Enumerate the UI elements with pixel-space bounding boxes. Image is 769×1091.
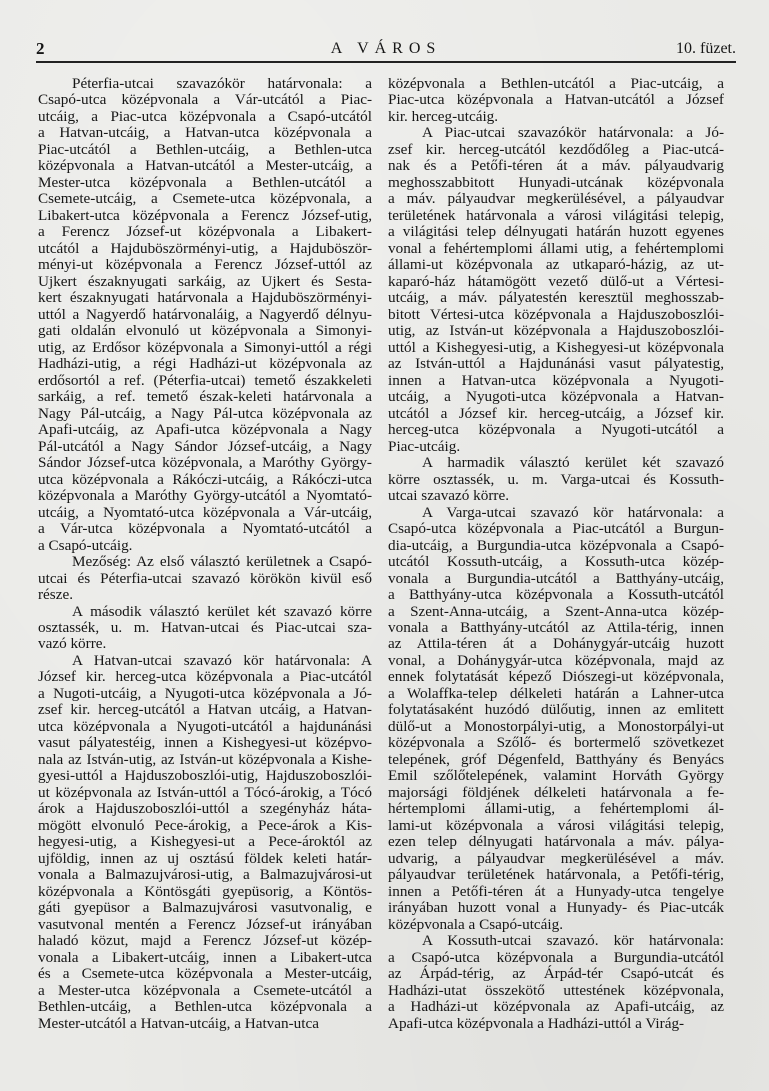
text-line: állami-ut középvonala az utkaparó-házig, az ut- — [388, 256, 724, 274]
text-line: zsef kir. herceg-utcától kezdődőleg a Piac-utcá- — [388, 140, 724, 158]
text-line: lami-ut középvonala a városi világitási telepig, — [388, 816, 724, 834]
text-line: ut középvonala az István-uttól a Tócó-árokig, a Tócó — [38, 783, 372, 801]
text-line: utca középvonala a Nyugoti-utcától a hajdunánási — [38, 717, 372, 735]
paragraph — [38, 653, 372, 1032]
text-line: utcától a Hajduböszörményi-utig, a Hajduböször- — [38, 239, 372, 257]
text-line: a Batthyány-utca középvonala a Kossuth-utcától — [388, 586, 724, 604]
text-line: A Kossuth-utcai szavazó. kör határvonala: — [422, 932, 724, 950]
text-line: bitott Vértesi-utca középvonala a Hajduszoboszlói- — [388, 305, 724, 323]
page-header — [36, 38, 736, 60]
paragraph — [388, 933, 724, 1032]
text-line: Apafi-utca középvonala a Hadházi-uttól a Virág- — [388, 1014, 685, 1032]
text-line: uttól a Kishegyesi-utig, a Kishegyesi-ut középvonala — [388, 338, 724, 356]
right-column — [388, 76, 724, 1032]
text-line: A harmadik választó kerület két szavazó — [422, 454, 724, 472]
text-line: Libakert-utca középvonala a Ferencz József-utig, — [38, 206, 372, 224]
text-line: a Hadházi-ut középvonala az Apafi-utcáig, az — [388, 998, 724, 1016]
text-line: A Piac-utcai szavazókör határvonala: a Jó- — [422, 124, 724, 142]
text-line: Mezőség: Az első választó kerületnek a Csapó- — [72, 553, 372, 571]
text-line: utig, az István-ut középvonala a Hajduszoboszlói- — [388, 322, 724, 340]
text-line: gati oldalán elvonuló ut középvonala a Simonyi- — [38, 322, 372, 340]
text-line: Bethlen-utcáig, a Bethlen-utca középvonala a — [38, 998, 372, 1016]
text-line: Hadházi-utig, a régi Hadházi-ut középvonala az — [38, 355, 372, 373]
text-line: sarkáig, a ref. temető észak-keleti határvonala a — [38, 388, 372, 406]
text-line: kir. herceg-utcáig. — [388, 107, 499, 125]
text-line: árok a Hajduszoboszlói-uttól a szegényház háta- — [38, 800, 372, 818]
text-line: A második választó kerület két szavazó körre — [72, 602, 372, 620]
issue-number: 10. füzet. — [676, 40, 736, 57]
text-line: a máv. pályaudvar megkerülésével, a pályaudvar — [388, 190, 724, 208]
text-line: a Szent-Anna-utcáig, a Szent-Anna-utca közép- — [388, 602, 724, 620]
text-line: Piac-utcától a Bethlen-utcáig, a Bethlen-utca — [38, 140, 372, 158]
text-line: Piac-utcáig. — [388, 437, 461, 455]
text-line: Piac-utca középvonala a Hatvan-utcától a József — [388, 91, 724, 109]
text-line: gyesi-uttól a Hajduszoboszlói-utig, Hajduszoboszlói- — [38, 767, 372, 785]
text-line: vonala a Batthyány-utcától az Attila-térig, innen — [388, 618, 724, 636]
text-line: középvonala a Hatvan-utcától a Mester-utcáig, a — [38, 157, 372, 175]
text-line: a Mester-utca középvonala a Csemete-utcától a — [38, 981, 372, 999]
text-line: Péterfia-utcai szavazókör határvonala: a — [72, 75, 372, 92]
text-line: Apafi-utcáig, az Apafi-utca középvonala a Nagy — [38, 421, 372, 439]
text-line: Emil szőlőtelepének, valamint Horváth György — [388, 767, 724, 785]
text-line: területének határvonala a városi világitási telepig, — [388, 206, 724, 224]
text-line: utcáig, a Nyugoti-utca középvonala a Hatvan- — [388, 388, 724, 406]
text-line: középvonala a Csapó-utcáig. — [388, 915, 564, 933]
text-line: utca középvonala a Rákóczi-utcáig, a Rákóczi-utca — [38, 470, 372, 488]
text-line: meghosszabbitott Hunyadi-utcának középvonala — [388, 173, 724, 191]
text-line: innen a Petőfi-téren át a Hunyady-utca tengelye — [388, 882, 724, 900]
text-line: A Varga-utcai szavazó kör határvonala: a — [422, 503, 724, 521]
text-line: vonal a fehértemplomi állami utig, a fehértemplomi — [388, 239, 724, 257]
text-line: utcai és Péterfia-utcai szavazó körökön kivül eső — [38, 569, 372, 587]
header-rule — [36, 61, 736, 63]
text-line: vazó körre. — [38, 635, 107, 653]
text-line: Nagy Pál-utcáig, a Nagy Pál-utca középvonala az — [38, 404, 372, 422]
text-line: és a Csemete-utca középvonala a Mester-utcáig, — [38, 965, 372, 983]
paragraph — [388, 455, 724, 504]
text-line: a Csapó-utca középvonala a Burgundia-utcától — [388, 948, 724, 966]
text-line: ményi-ut középvonala a Ferencz József-uttól az — [38, 256, 372, 274]
text-line: erdősortól a ref. (Péterfia-utcai) temető északkeleti — [38, 371, 372, 389]
text-line: a Wolaffka-telep délkeleti határán a Lahner-utca — [388, 684, 724, 702]
text-line: herceg-utca középvonala a Nyugoti-utcától a — [388, 421, 724, 439]
text-line: vonala a Burgundia-utcától a Batthyány-utcáig, — [388, 569, 724, 587]
text-line: vasutvonal mentén a Ferencz József-ut irányában — [38, 915, 372, 933]
text-line: udvarig, a pályaudvar megkerülésével a máv. — [388, 849, 724, 867]
text-line: mögött elvonuló Pece-árokig, a Pece-árok a Kis- — [38, 816, 372, 834]
text-line: Mester-utcától a Hatvan-utcáig, a Hatvan-utca — [38, 1014, 319, 1032]
text-line: folytatásaként huzódó dülőutig, innen az emlitett — [388, 701, 724, 719]
paragraph — [38, 604, 372, 653]
text-line: Csapó-utca középvonala a Vár-utcától a Piac- — [38, 91, 372, 109]
text-line: uttól a Nagyerdő határvonaláig, a Nagyerdő délnyu- — [38, 305, 372, 323]
text-line: majorsági földjének délkeleti határvonala a fe- — [388, 783, 724, 801]
text-line: középvonala a Köntösgáti gyepüsorig, a Köntös- — [38, 882, 372, 900]
text-line: a Ferencz József-ut középvonala a Libakert- — [38, 223, 372, 241]
text-line: nala az István-utig, az István-ut középvonala a Kishe- — [38, 750, 372, 768]
text-line: irányában huzott vonal a Hunyady- és Piac-utcák — [388, 899, 724, 917]
journal-title: A VÁROS — [330, 40, 442, 57]
text-line: a Hatvan-utcáig, a Hatvan-utca középvonala a — [38, 124, 372, 142]
text-line: középvonala a Maróthy György-utcától a Nyomtató- — [38, 487, 372, 505]
text-line: utcáig, a Nyomtató-utca középvonala a Vár-utcáig, — [38, 503, 372, 521]
text-line: dia-utcáig, a Burgundia-utca középvonala a Csapó- — [388, 536, 724, 554]
text-line: pályaudvar területének határvonala, a Petőfi-térig, — [388, 866, 724, 884]
text-line: középvonala a Szőlő- és bortermelő szövetkezet — [388, 734, 724, 752]
left-column — [38, 76, 372, 1032]
text-line: Csemete-utcáig, a Csemete-utca középvonala, a — [38, 190, 372, 208]
text-line: haladó közut, majd a Ferencz József-ut közép- — [38, 932, 372, 950]
text-line: ezen telep délnyugati határvonala a máv. pálya- — [388, 833, 724, 851]
text-line: nak és a Petőfi-téren át a máv. pályaudvarig — [388, 157, 724, 175]
text-line: vonala a Libakert-utcáig, innen a Libakert-utca — [38, 948, 372, 966]
paragraph — [38, 554, 372, 603]
text-line: utcáig, a máv. pályatestén keresztül meghosszab- — [388, 289, 724, 307]
text-line: ennek folytatását képező Diószegi-ut középvonala, — [388, 668, 724, 686]
text-line: az Árpád-térig, az Árpád-tér Csapó-utcát és — [388, 965, 724, 983]
paragraph — [388, 505, 724, 934]
text-line: A Hatvan-utcai szavazó kör határvonala: A — [72, 651, 372, 669]
text-line: kaparó-ház hátamögött vezető dülő-ut a Vértesi- — [388, 272, 724, 290]
text-line: zsef kir. herceg-utcától a Hatvan utcáig, a Hatvan- — [38, 701, 372, 719]
text-line: gáti gyepüsor a Balmazujvárosi vasutvonalig, e — [38, 899, 372, 917]
text-line: a Nugoti-utcáig, a Nyugoti-utca középvonala a Jó- — [38, 684, 372, 702]
text-line: Mester-utca középvonala a Bethlen-utcától a — [38, 173, 372, 191]
text-line: kert északnyugati határvonala a Hajduböszörményi- — [38, 289, 372, 307]
text-line: utig, az Erdősor középvonala a Simonyi-uttól a régi — [38, 338, 372, 356]
text-line: a Csapó-utcáig. — [38, 536, 133, 554]
paragraph — [388, 76, 724, 125]
text-line: utcáig, a Piac-utca középvonala a Csapó-utcától — [38, 107, 372, 125]
page-number: 2 — [36, 39, 45, 58]
text-line: Hadházi-utat összekötő uttestének középvonala, — [388, 981, 724, 999]
text-line: körre osztassék, u. m. Varga-utcai és Kossuth- — [388, 470, 724, 488]
text-line: utcától Kossuth-utcáig, a Kossuth-utca közép- — [388, 553, 724, 571]
text-line: vonala a Balmazujvárosi-utig, a Balmazujvárosi-ut — [38, 866, 372, 884]
text-line: Csapó-utca középvonala a Piac-utcától a Burgun- — [388, 520, 724, 538]
text-line: vonal, a Dohánygyár-utca középvonala, majd az — [388, 651, 724, 669]
paragraph — [388, 125, 724, 455]
text-line: hegyesi-utig, a Kishegyesi-ut a Pece-ároktól az — [38, 833, 372, 851]
text-line: ujföldig, innen az uj osztású földek keleti határ- — [38, 849, 372, 867]
text-line: hértemplomi állami-utig, a fehértemplomi ál- — [388, 800, 724, 818]
text-line: Ujkert északnyugati sarkáig, az Ujkert és Sesta- — [38, 272, 372, 290]
text-line: Pál-utcától a Nagy Sándor József-utcáig, a Nagy — [38, 437, 372, 455]
text-line: vasut pályatestéig, innen a Kishegyesi-ut középvo- — [38, 734, 372, 752]
text-line: Sándor József-utca középvonala, a Maróthy György- — [38, 454, 372, 472]
text-line: része. — [38, 586, 73, 604]
text-line: osztassék, u. m. Hatvan-utcai és Piac-utcai sza- — [38, 618, 372, 636]
text-line: telepének, gróf Dégenfeld, Batthyány és Benyács — [388, 750, 724, 768]
paragraph — [38, 76, 372, 554]
text-line: az Attila-téren át a Dohánygyár-utcáig huzott — [388, 635, 724, 653]
text-line: az István-uttól a Hajdunánási vasut pályatestig, — [388, 355, 724, 373]
text-line: utcai szavazó körre. — [388, 487, 510, 505]
text-line: József kir. herceg-utca középvonala a Piac-utcától — [38, 668, 372, 686]
text-line: dülő-ut a Monostorpályi-utig, a Monostorpályi-ut — [388, 717, 724, 735]
text-line: a világitási telep délnyugati határán huzott egyenes — [388, 223, 724, 241]
text-line: a Vár-utca középvonala a Nyomtató-utcától a — [38, 520, 372, 538]
text-line: innen a Hatvan-utca középvonala a Nyugoti- — [388, 371, 724, 389]
text-line: utcától a József kir. herceg-utcáig, a József kir. — [388, 404, 724, 422]
text-line: középvonala a Bethlen-utcától a Piac-utcáig, a — [388, 75, 724, 92]
